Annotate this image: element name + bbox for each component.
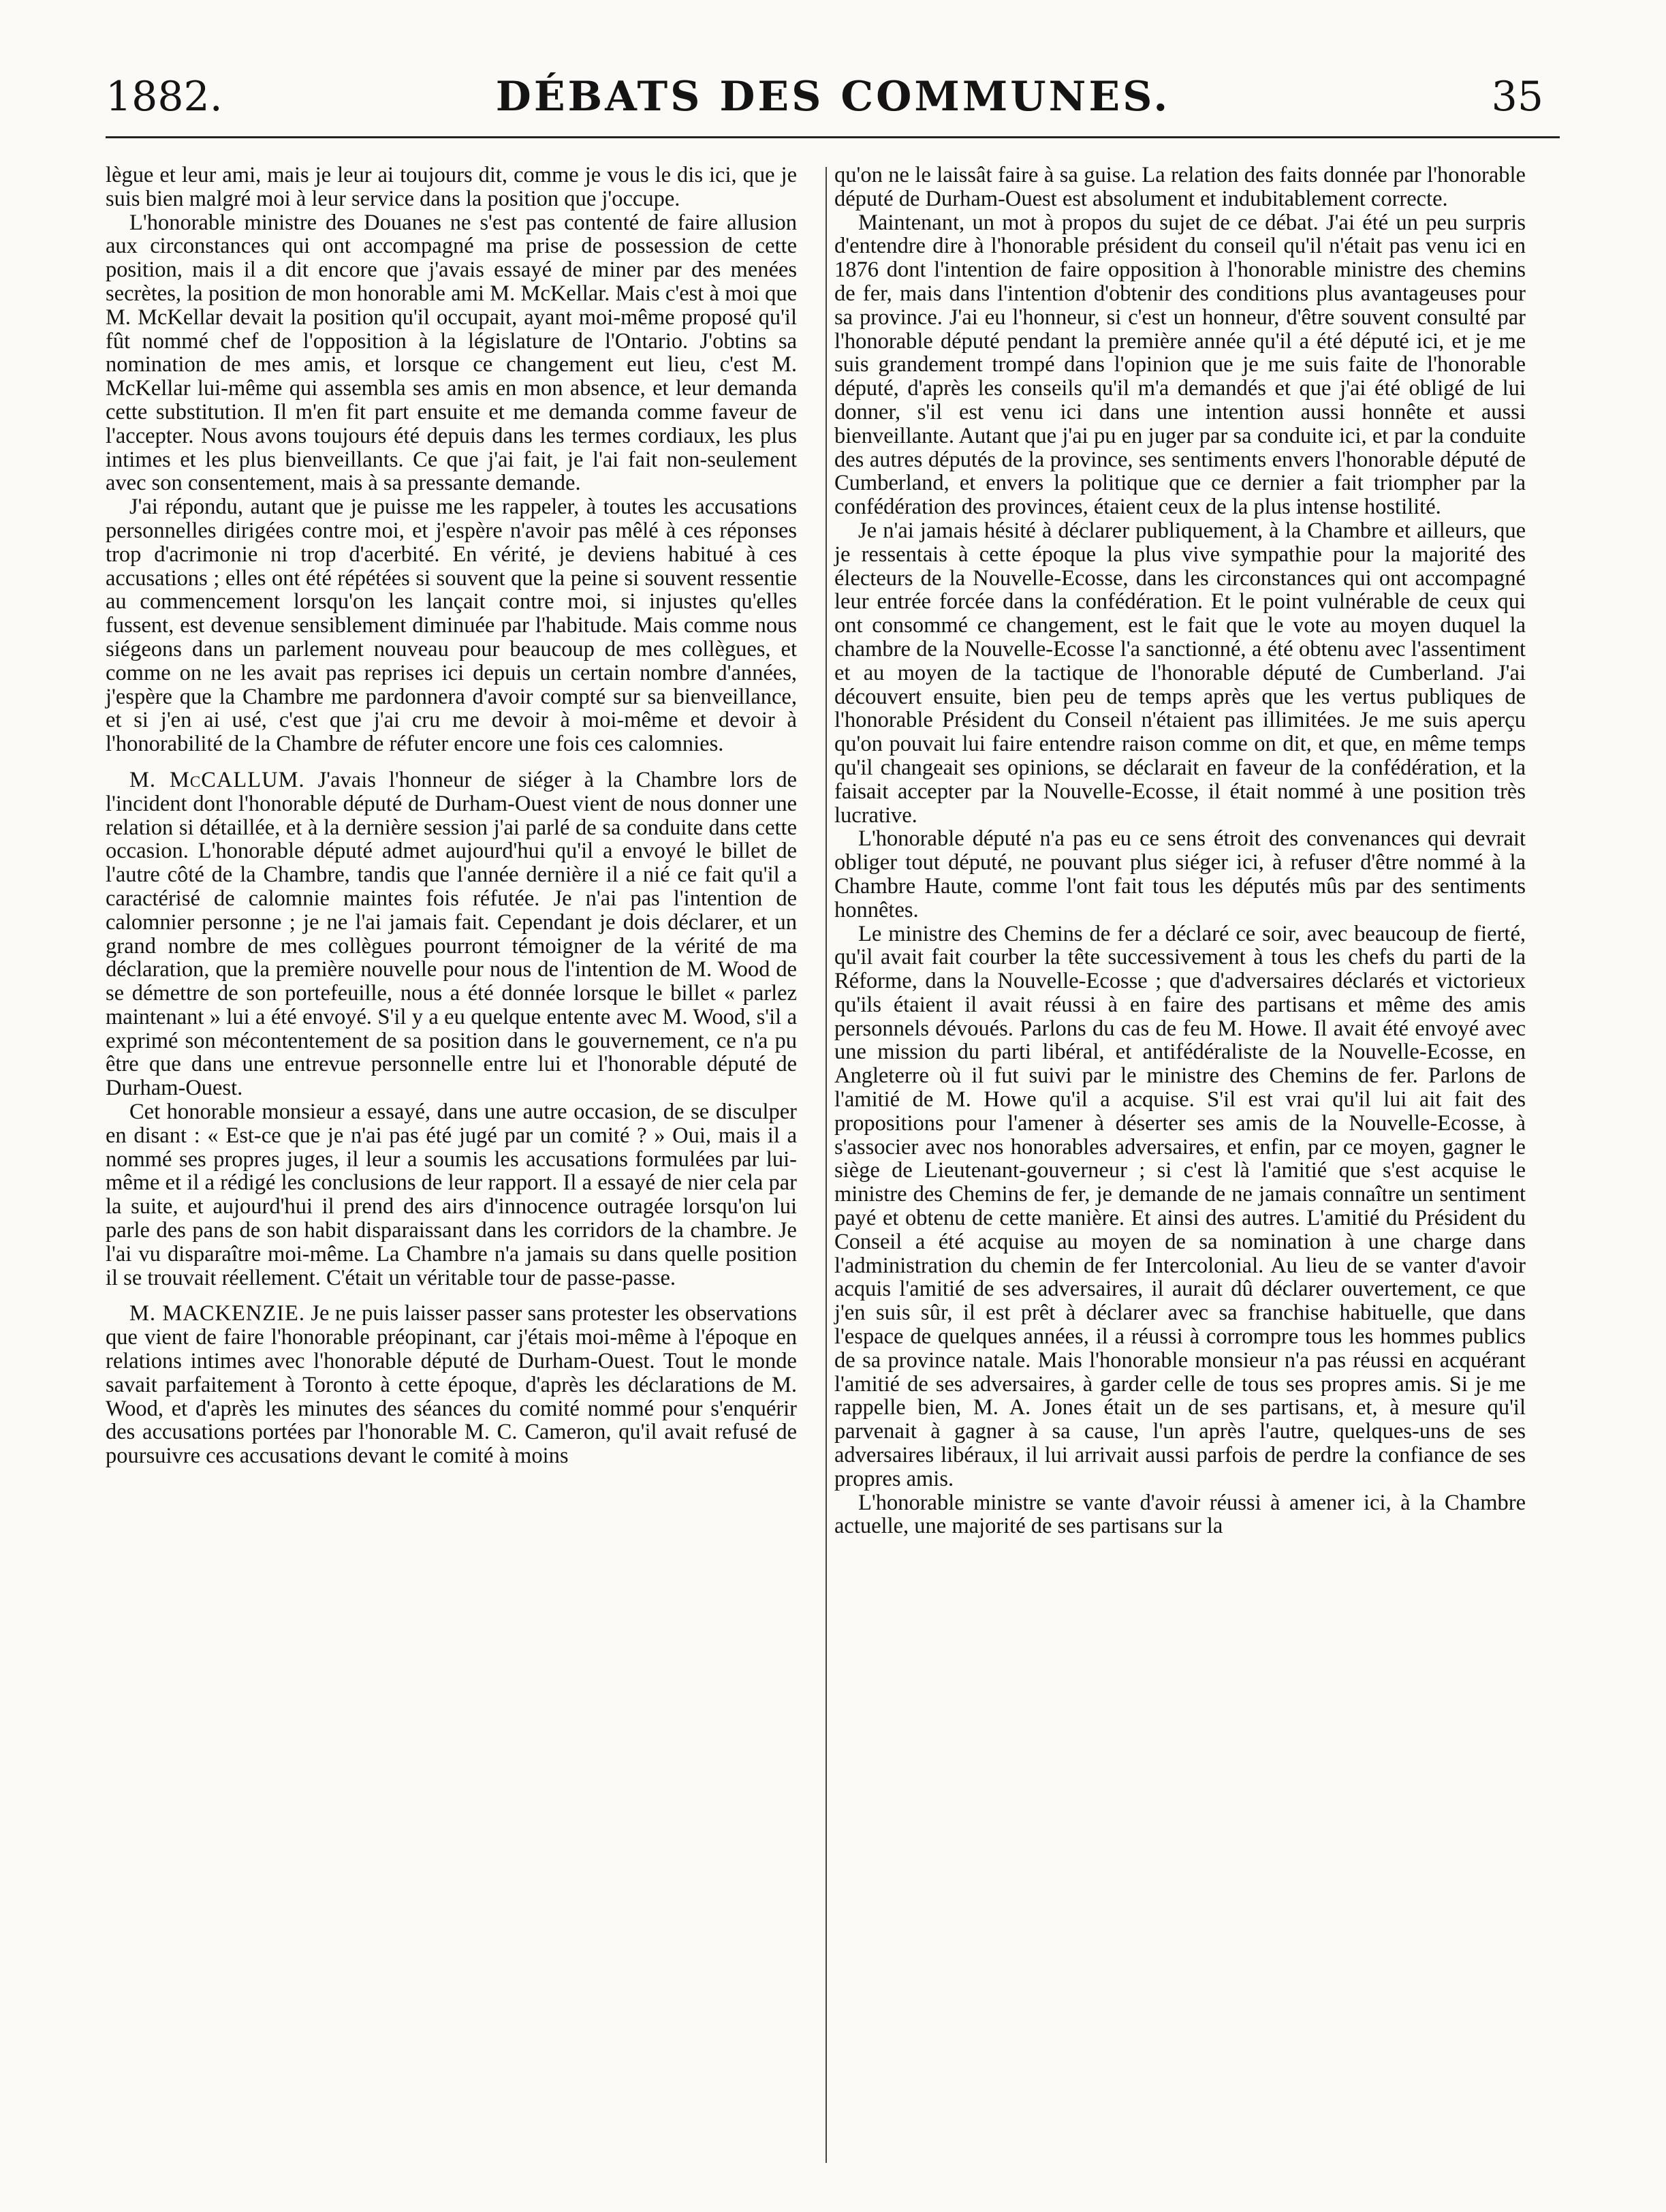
paragraph: lègue et leur ami, mais je leur ai toujours dit, comme je vous le dis ici, que je suis bien malgré moi à leur service dans la position que j'occupe.	[106, 163, 797, 211]
speaker-name: M. McCALLUM.	[129, 767, 305, 792]
left-column	[106, 163, 797, 1468]
speech-text: J'avais l'honneur de siéger à la Chambre lors de l'incident dont l'honorable député de Durham-Ouest vient de nous donner une relation si détaillée, et à la dernière session j'ai parlé de sa conduite dans cette occasion. L'honorable député admet aujourd'hui qu'il a envoyé le billet de l'autre côté de la Chambre, tandis que l'année dernière il a nié ce fait qu'il a caractérisé de calomnie maintes fois réfutée. Je n'ai pas l'intention de calomnier personne ; je ne l'ai jamais fait. Cependant je dois déclarer, et un grand nombre de mes collègues pourront témoigner de la vérité de ma déclaration, que la première nouvelle pour nous de l'intention de M. Wood de se démettre de son portefeuille, nous a été donnée lorsque le billet « parlez maintenant » lui a été envoyé. S'il y a eu quelque entente avec M. Wood, s'il a exprimé son mécontentement de sa position dans le gouvernement, ce n'a pu être que dans une entrevue personnelle entre lui et l'honorable député de Durham-Ouest.	[106, 767, 798, 1101]
paragraph: Le ministre des Chemins de fer a déclaré ce soir, avec beaucoup de fierté, qu'il avait fait courber la tête successivement à tous les chefs du parti de la Réforme, dans la Nouvelle-Ecosse ; que d'adversaires déclarés et victorieux qu'ils étaient il avait réussi à en faire des partisans et même des amis personnels dévoués. Parlons du cas de feu M. Howe. Il avait été envoyé avec une mission du parti libéral, et antifédéraliste de la Nouvelle-Ecosse, en Angleterre où il fut suivi par le ministre des Chemins de fer. Parlons de l'amitié de M. Howe qu'il a acquise. S'il est vrai qu'il lui ait fait des propositions pour l'amener à déserter ses amis de la Nouvelle-Ecosse, à s'associer avec nos honorables adversaires, et enfin, par ce moyen, gagner le siège de Lieutenant-gouverneur ; si c'est là l'amitié que s'est acquise le ministre des Chemins de fer, je demande de ne jamais connaître un sentiment payé et obtenu de cette manière. Et ainsi des autres. L'amitié du Président du Conseil a été acquise au moyen de sa nomination à une charge dans l'administration du chemin de fer Intercolonial. Au lieu de se vanter d'avoir acquis l'amitié de ses adversaires, il aurait dû déclarer ouvertement, ce que j'en suis sûr, il est prêt à déclarer avec sa franchise habituelle, que dans l'espace de quelques années, il a réussi à corrompre tous les hommes publics de sa province natale. Mais l'honorable monsieur n'a pas réussi en acquérant l'amitié de ses adversaires, à garder celle de tous ses propres amis. Si je me rappelle bien, M. A. Jones était un de ses partisans, et, à mesure qu'il parvenait à gagner à sa cause, l'un après l'autre, quelques-uns de ses adversaires libéraux, il lui arrivait aussi parfois de perdre la confiance de ses propres amis.	[834, 921, 1526, 1491]
header-year: 1882.	[106, 73, 223, 121]
speech-text: Je ne puis laisser passer sans protester les observations que vient de faire l'honorable préopinant, car j'étais moi-même à l'époque en relations intimes avec l'honorable député de Durham-Ouest. Tout le monde savait parfaitement à Toronto à cette époque, d'après les déclarations de M. Wood, et d'après les minutes des séances du comité nommé pour s'enquérir des accusations portées par l'honorable M. C. Cameron, qu'il avait refusé de poursuivre ces accusations devant le comité à moins	[106, 1301, 798, 1469]
right-column	[834, 163, 1526, 1538]
header-page-number: 35	[1491, 73, 1543, 121]
paragraph: L'honorable ministre se vante d'avoir réussi à amener ici, à la Chambre actuelle, une majorité de ses partisans sur la	[834, 1490, 1526, 1539]
paragraph: Cet honorable monsieur a essayé, dans une autre occasion, de se disculper en disant : « Est-ce que je n'ai pas été jugé par un comité ? » Oui, mais il a nommé ses propres juges, il leur a soumis les accusations formulées par lui-même et il a rédigé les conclusions de leur rapport. Il a essayé de nier cela par la suite, et aujourd'hui il prend des airs d'innocence outragée lorsqu'on lui parle des pans de son habit disparaissant dans les corridors de la chambre. Je l'ai vu disparaître moi-même. La Chambre n'a jamais su dans quelle position il se trouvait réellement. C'était un véritable tour de passe-passe.	[106, 1100, 797, 1290]
header-rule	[106, 136, 1560, 138]
speech-paragraph	[106, 1302, 797, 1468]
paragraph: J'ai répondu, autant que je puisse me les rappeler, à toutes les accusations personnelles dirigées contre moi, et j'espère n'avoir pas mêlé à ces réponses trop d'acrimonie ni trop d'acerbité. En vérité, je deviens habitué à ces accusations ; elles ont été répétées si souvent que la peine si souvent ressentie au commencement lorsqu'on les lançait contre moi, si injustes qu'elles fussent, est devenue sensiblement diminuée par l'habitude. Mais comme nous siégeons dans un parlement nouveau pour beaucoup de mes collègues, et comme on ne les avait pas reprises ici depuis un certain nombre d'années, j'espère que la Chambre me pardonnera d'avoir compté sur sa bienveillance, et si j'en ai usé, c'est que j'ai cru me devoir à moi-même et devoir à l'honorabilité de la Chambre de réfuter encore une fois ces calomnies.	[106, 495, 797, 757]
column-divider	[826, 167, 827, 2163]
speech-paragraph	[106, 768, 797, 1100]
speaker-name: M. MACKENZIE.	[129, 1301, 305, 1326]
paragraph: L'honorable ministre des Douanes ne s'est pas contenté de faire allusion aux circonstances qui ont accompagné ma prise de possession de cette position, mais il a dit encore que j'avais essayé de miner par des menées secrètes, la position de mon honorable ami M. McKellar. Mais c'est à moi que M. McKellar devait la position qu'il occupait, ayant moi-même proposé qu'il fût nommé chef de l'opposition à la législature de l'Ontario. J'obtins sa nomination de mes amis, et lorsque ce changement eut lieu, c'est M. McKellar lui-même qui assembla ses amis en mon absence, et leur demanda cette substitution. Il m'en fit part ensuite et me demanda comme faveur de l'accepter. Nous avons toujours été depuis dans les termes cordiaux, les plus intimes et les plus bienveillants. Ce que j'ai fait, je l'ai fait non-seulement avec son consentement, mais à sa pressante demande.	[106, 210, 797, 496]
paragraph: qu'on ne le laissât faire à sa guise. La relation des faits donnée par l'honorable député de Durham-Ouest est absolument et indubitablement correcte.	[834, 163, 1526, 211]
paragraph: Je n'ai jamais hésité à déclarer publiquement, à la Chambre et ailleurs, que je ressentais à cette époque la plus vive sympathie pour la majorité des électeurs de la Nouvelle-Ecosse, dans les circonstances qui ont accompagné leur entrée forcée dans la confédération. Et le point vulnérable de ceux qui ont consommé ce changement, est le fait que le vote au moyen duquel la chambre de la Nouvelle-Ecosse l'a sanctionné, a été obtenu avec l'assentiment et au moyen de la tactique de l'honorable député de Cumberland. J'ai découvert ensuite, bien peu de temps après que les vertus publiques de l'honorable Président du Conseil n'étaient pas illimitées. Je me suis aperçu qu'on pouvait lui faire entendre raison comme on dit, et que, en même temps qu'il changeait ses opinions, se déclarait en faveur de la confédération, et la faisait accepter par la Nouvelle-Ecosse, il était nommé à une position très lucrative.	[834, 518, 1526, 828]
paragraph: Maintenant, un mot à propos du sujet de ce débat. J'ai été un peu surpris d'entendre dire à l'honorable président du conseil qu'il n'était pas venu ici en 1876 dont l'intention de faire opposition à l'honorable ministre des chemins de fer, mais dans l'intention d'obtenir des conditions plus avantageuses pour sa province. J'ai eu l'honneur, si c'est un honneur, d'être souvent consulté par l'honorable député pendant la première année qu'il a été député ici, et je me suis grandement trompé dans l'opinion que je me suis faite de l'honorable député, d'après les conseils qu'il m'a demandés et que j'ai été obligé de lui donner, s'il est venu ici dans une intention aussi honnête et aussi bienveillante. Autant que j'ai pu en juger par sa conduite ici, et par la conduite des autres députés de la province, ses sentiments envers l'honorable député de Cumberland, et envers la politique que ce dernier a fait triompher par la confédération des provinces, étaient ceux de la plus intense hostilité.	[834, 210, 1526, 520]
paragraph: L'honorable député n'a pas eu ce sens étroit des convenances qui devrait obliger tout député, ne pouvant plus siéger ici, à refuser d'être nommé à la Chambre Haute, comme l'ont fait tous les députés mûs par des sentiments honnêtes.	[834, 826, 1526, 922]
header-title: DÉBATS DES COMMUNES.	[495, 73, 1171, 121]
